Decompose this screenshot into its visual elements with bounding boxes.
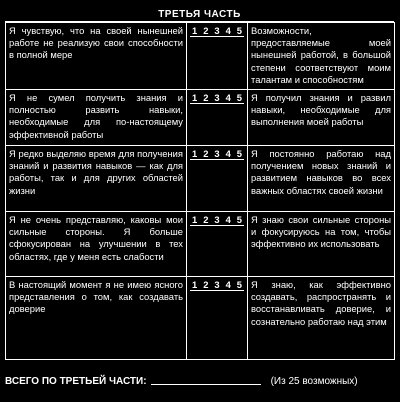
section-total [5, 374, 394, 387]
scale-option[interactable]: 1 [192, 279, 198, 290]
rating-scale[interactable] [187, 212, 248, 277]
scale-option[interactable]: 2 [203, 148, 209, 159]
scale-option[interactable]: 3 [214, 25, 220, 36]
statement-negative: Я чувствую, что на своей нынешней работе не реализую свои способности в полной мере [6, 23, 187, 90]
scale-option[interactable]: 1 [192, 25, 198, 36]
table-row [6, 277, 395, 360]
table-row [6, 90, 395, 146]
scale-option[interactable]: 2 [203, 279, 209, 290]
statement-negative: Я не сумел получить знания и полностью развить навыки, необходимые для по-настоящему эффективной работы [6, 90, 187, 146]
statement-positive: Я получил знания и развил навыки, необходимые для выполнения моей работы [248, 90, 395, 146]
scale-option[interactable]: 1 [192, 214, 198, 225]
scale-option[interactable]: 4 [225, 214, 231, 225]
statement-positive: Я знаю свои сильные стороны и фокусируюсь на том, чтобы эффективно их использовать [248, 212, 395, 277]
scale-option[interactable]: 4 [225, 148, 231, 159]
statement-negative: Я не очень представляю, каковы мои сильные стороны. Я больше сфокусирован на улучшении в тех областях, где у меня есть слабости [6, 212, 187, 277]
scale-option[interactable]: 5 [236, 214, 242, 225]
rating-scale[interactable] [187, 90, 248, 146]
total-max-note: (Из 25 возможных) [270, 376, 358, 387]
statement-negative: В настоящий момент я не имею ясного представления о том, как создавать доверие [6, 277, 187, 360]
statement-negative: Я редко выделяю время для получения знаний и развития навыков — как для работы, так и для других областей жизни [6, 146, 187, 212]
scale-option[interactable]: 5 [236, 148, 242, 159]
scale-option[interactable]: 5 [236, 92, 242, 103]
scale-option[interactable]: 1 [192, 92, 198, 103]
statement-positive: Я постоянно работаю над получением новых знаний и развитием навыков во всех важных областях своей жизни [248, 146, 395, 212]
scale-option[interactable]: 1 [192, 148, 198, 159]
scale-option[interactable]: 2 [203, 25, 209, 36]
scale-option[interactable]: 2 [203, 214, 209, 225]
table-row [6, 146, 395, 212]
statement-positive: Я знаю, как эффективно создавать, распространять и восстанавливать доверие, и сознательно работаю над этим [248, 277, 395, 360]
scale-option[interactable]: 4 [225, 279, 231, 290]
scale-option[interactable]: 3 [214, 279, 220, 290]
scale-option[interactable]: 4 [225, 25, 231, 36]
scale-option[interactable]: 4 [225, 92, 231, 103]
rating-scale[interactable] [187, 23, 248, 90]
rating-scale[interactable] [187, 146, 248, 212]
total-score-field[interactable] [151, 374, 261, 385]
table-row [6, 212, 395, 277]
scale-option[interactable]: 2 [203, 92, 209, 103]
section-title: ТРЕТЬЯ ЧАСТЬ [5, 8, 394, 22]
scale-option[interactable]: 3 [214, 92, 220, 103]
scale-option[interactable]: 5 [236, 279, 242, 290]
scale-option[interactable]: 3 [214, 214, 220, 225]
statement-positive: Возможности, предоставляемые моей нынешней работой, в большой степени соответствуют моим талантам и способностям [248, 23, 395, 90]
total-label: ВСЕГО ПО ТРЕТЬЕЙ ЧАСТИ: [5, 376, 147, 387]
scale-option[interactable]: 5 [236, 25, 242, 36]
table-row [6, 23, 395, 90]
scale-option[interactable]: 3 [214, 148, 220, 159]
assessment-table [5, 22, 395, 360]
rating-scale[interactable] [187, 277, 248, 360]
